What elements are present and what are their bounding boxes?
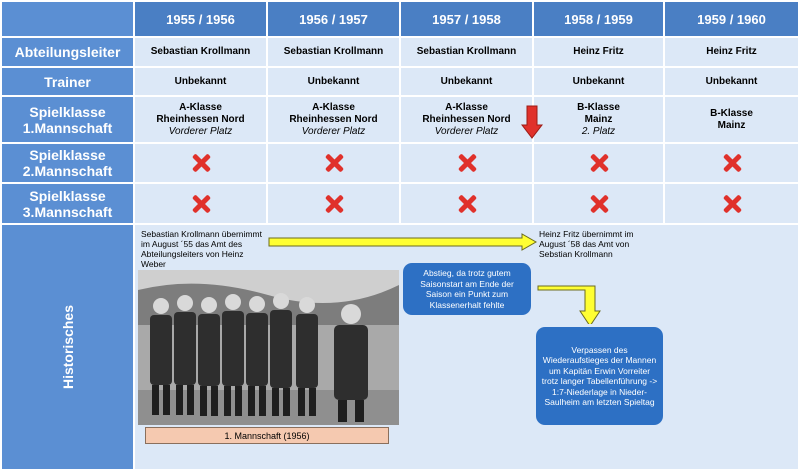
row-label-line: Spielklasse [29,187,106,204]
klasse: A-Klasse [312,101,355,113]
spielklasse2-cell [665,144,798,182]
platz: 2. Platz [581,125,616,137]
klasse: B-Klasse [577,101,620,113]
season-header-5: 1959 / 1960 [665,2,798,36]
relegation-arrow-icon [521,105,543,139]
season-header-4: 1958 / 1959 [534,2,663,36]
cross-icon [457,153,477,173]
spielklasse2-cell [268,144,399,182]
elbow-arrow-icon [537,284,607,324]
history-note-2: Heinz Fritz übernimmt im August ´58 das Amt von Sebstian Krollmann [539,229,634,259]
klasse: B-Klasse [710,107,753,119]
cross-icon [324,153,344,173]
season-header-1: 1955 / 1956 [135,2,266,36]
history-box-aufstieg: Verpassen des Wiederaufstieges der Mannen um Kapitän Erwin Vorreiter trotz langer Tabellenführung -> 1:7-Niederlage in Nieder-Saulheim am letzten Spieltag [536,327,663,425]
row-label-line: 1.Mannschaft [22,119,113,136]
row-label-line: 2.Mannschaft [22,163,113,179]
spielklasse3-cell [268,184,399,223]
trainer-cell: Unbekannt [665,68,798,95]
historisches-label: Historisches [59,304,76,390]
platz: Vorderer Platz [434,125,499,137]
trainer-cell: Unbekannt [268,68,399,95]
klasse: A-Klasse [179,101,222,113]
abteilungsleiter-cell: Sebastian Krollmann [401,38,532,66]
spielklasse1-cell [665,97,798,142]
season-header-3: 1957 / 1958 [401,2,532,36]
abteilungsleiter-cell: Sebastian Krollmann [135,38,266,66]
spielklasse3-cell [665,184,798,223]
cross-icon [191,153,211,173]
spielklasse1-cell [268,97,399,142]
history-note-1: Sebastian Krollmann übernimmt im August ´55 das Amt des Abteilungsleiters von Heinz Weber [141,229,262,269]
row-label-line: Spielklasse [29,147,106,163]
corner-cell [2,2,133,36]
klasse: A-Klasse [445,101,488,113]
region: Mainz [584,113,613,125]
abteilungsleiter-cell: Heinz Fritz [665,38,798,66]
cross-icon [589,153,609,173]
row-label-line: Spielklasse [29,103,106,120]
platz: Vorderer Platz [168,125,233,137]
cross-icon [191,194,211,214]
trainer-cell: Unbekannt [401,68,532,95]
season-header-2: 1956 / 1957 [268,2,399,36]
region: Mainz [717,119,746,131]
row-label-spielklasse-3 [2,184,133,223]
abteilungsleiter-cell: Heinz Fritz [534,38,663,66]
cross-icon [722,153,742,173]
region: Rheinhessen Nord [156,113,245,125]
row-label-spielklasse-2 [2,144,133,182]
spielklasse2-cell [534,144,663,182]
spielklasse1-cell [135,97,266,142]
row-label-historisches [2,225,133,469]
region: Rheinhessen Nord [422,113,511,125]
spielklasse3-cell [534,184,663,223]
platz: Vorderer Platz [301,125,366,137]
row-label-spielklasse-1 [2,97,133,142]
row-label-line: 3.Mannschaft [22,203,113,220]
region: Rheinhessen Nord [289,113,378,125]
cross-icon [457,194,477,214]
photo-caption: 1. Mannschaft (1956) [145,427,389,444]
spielklasse3-cell [401,184,532,223]
spielklasse2-cell [401,144,532,182]
spielklasse1-cell [534,97,663,142]
team-photo [138,270,399,425]
abteilungsleiter-cell: Sebastian Krollmann [268,38,399,66]
cross-icon [589,194,609,214]
spielklasse2-cell [135,144,266,182]
cross-icon [324,194,344,214]
transition-arrow-icon [268,233,538,251]
row-label-abteilungsleiter: Abteilungsleiter [2,38,133,66]
trainer-cell: Unbekannt [534,68,663,95]
history-box-abstieg: Abstieg, da trotz gutem Saisonstart am Ende der Saison ein Punkt zum Klassenerhalt fehlte [403,263,531,315]
cross-icon [722,194,742,214]
row-label-trainer: Trainer [2,68,133,95]
spielklasse3-cell [135,184,266,223]
spielklasse1-cell [401,97,532,142]
team-photo-illustration [138,270,399,425]
trainer-cell: Unbekannt [135,68,266,95]
